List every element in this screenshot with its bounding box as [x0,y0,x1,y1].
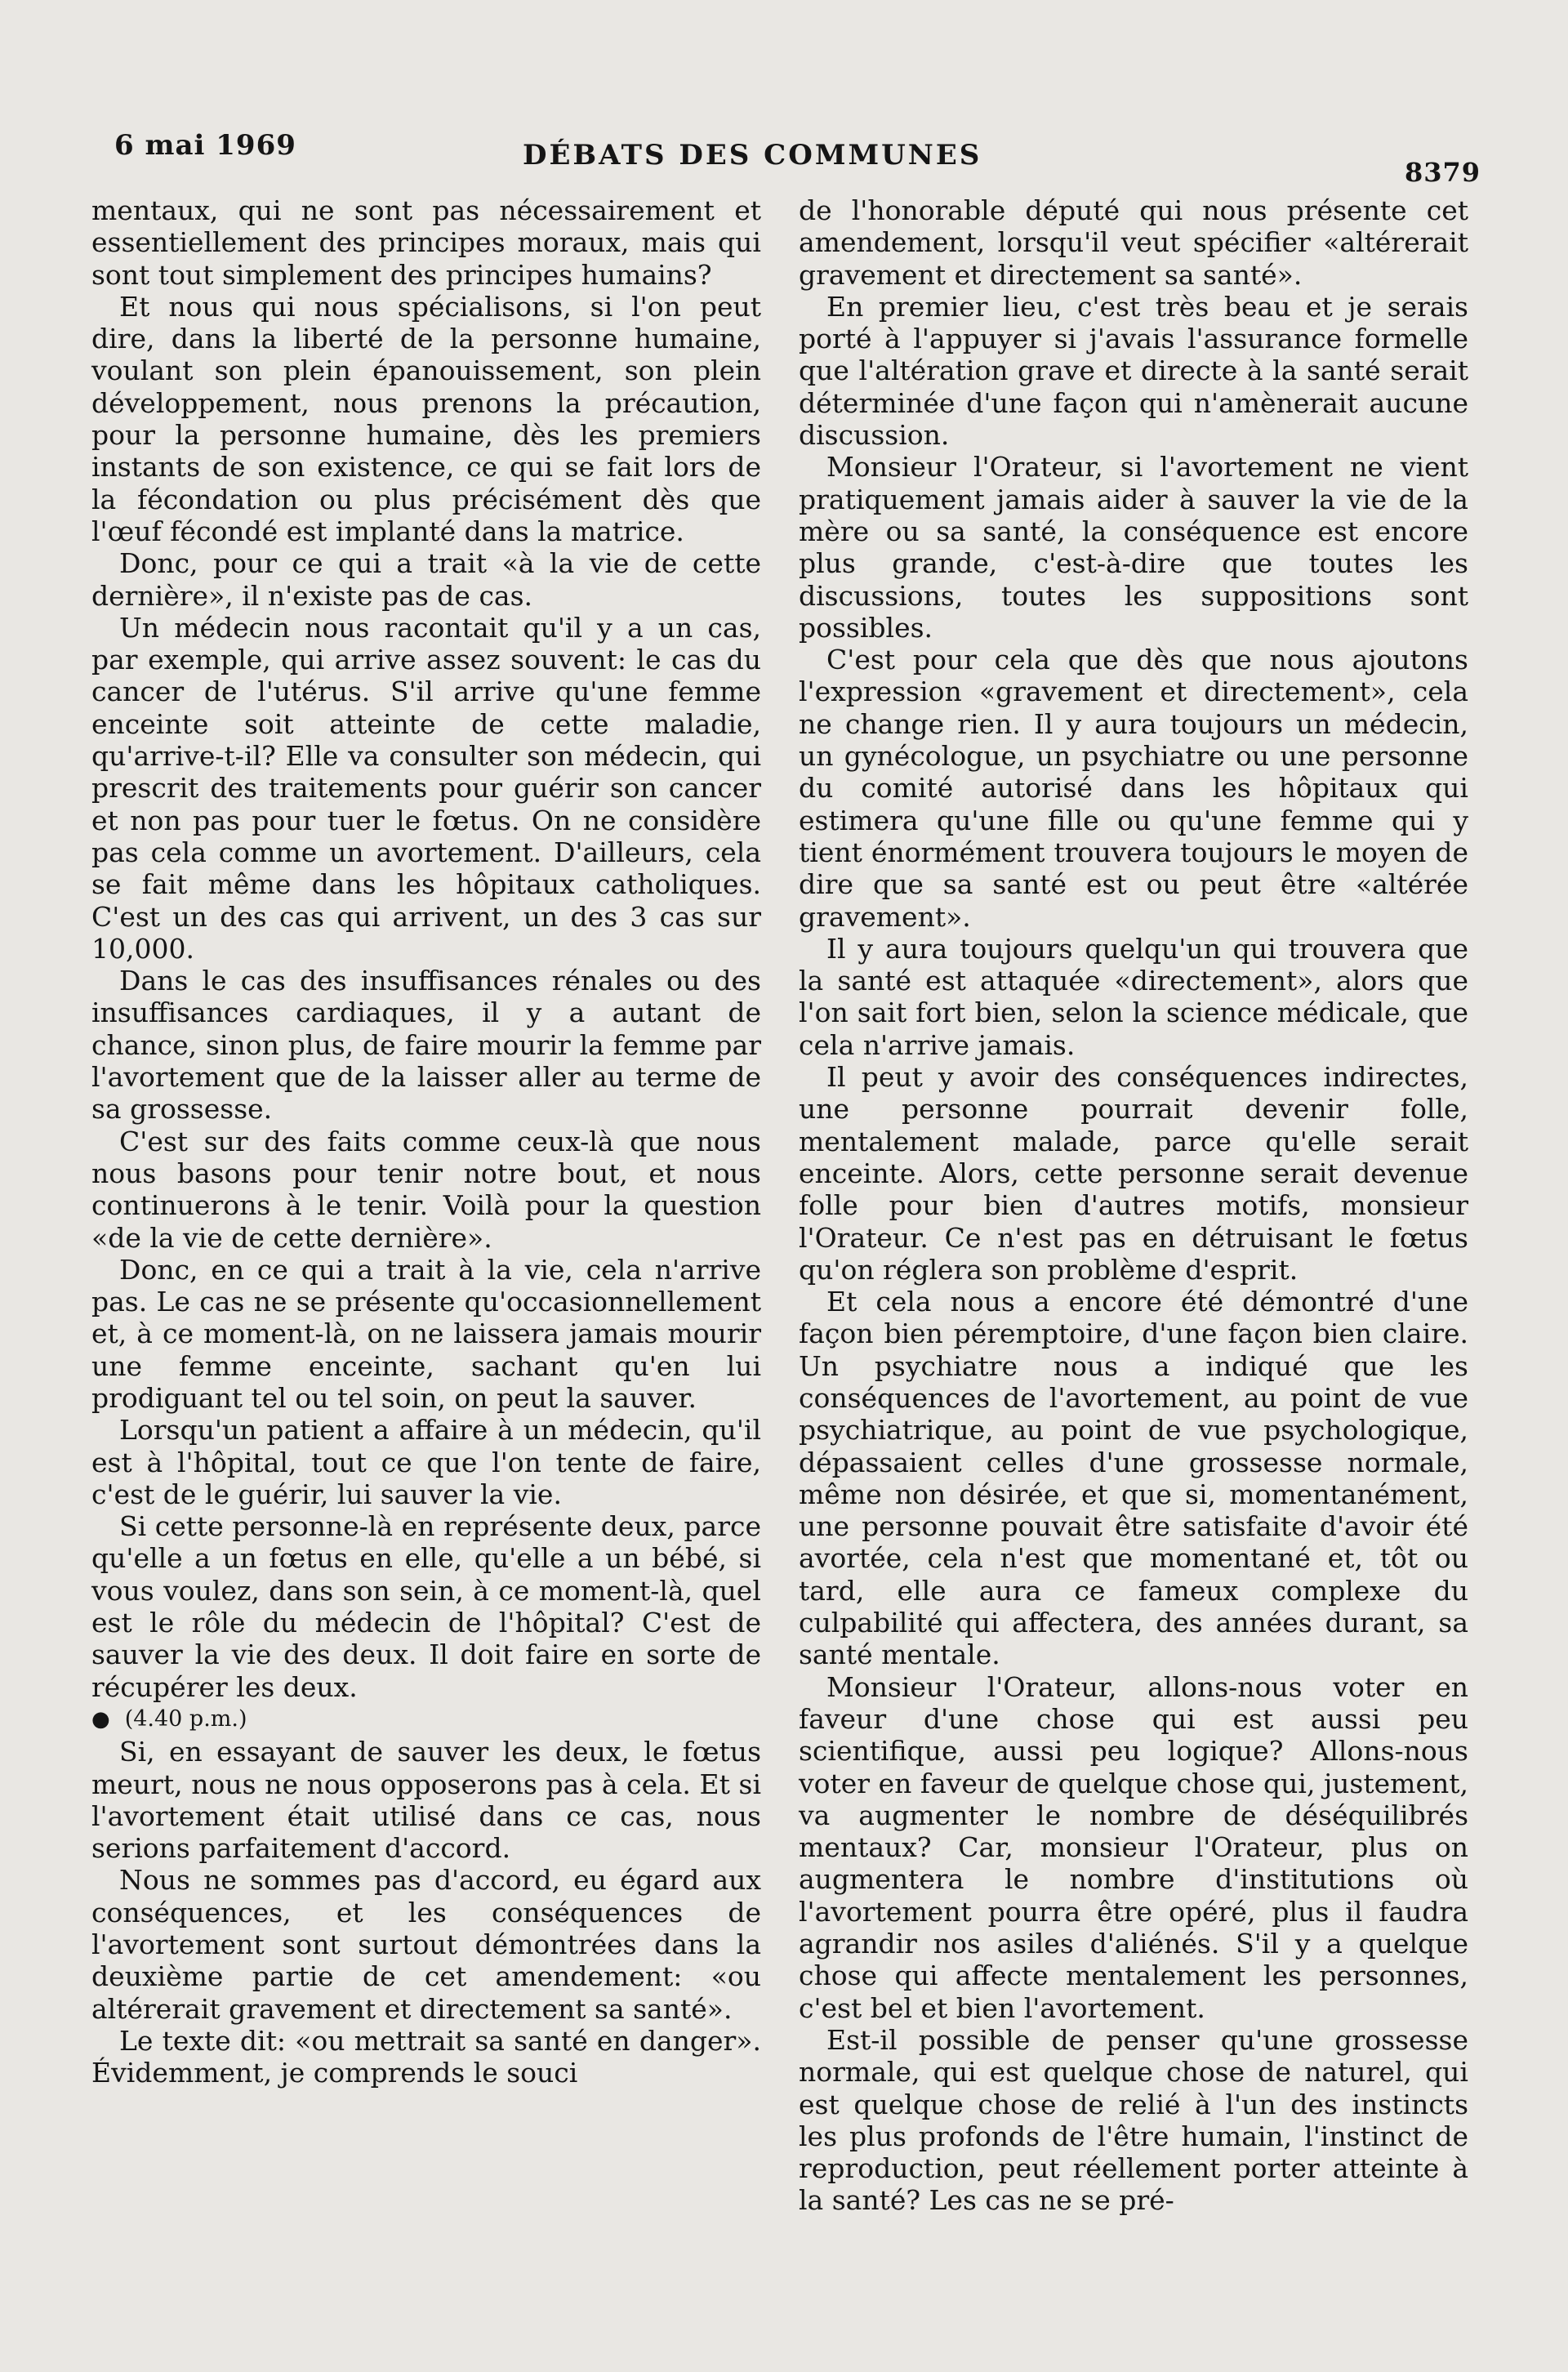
paragraph: En premier lieu, c'est très beau et je serais porté à l'appuyer si j'avais l'assurance formelle que l'altération grave et directe à la santé serait déterminée d'une façon qui n'amènerait aucune discussion. [799,290,1468,452]
paragraph: Si cette personne-là en représente deux, parce qu'elle a un fœtus en elle, qu'elle a un bébé, si vous voulez, dans son sein, à ce moment-là, quel est le rôle du médecin de l'hôpital? C'est de sauver la vie des deux. Il doit faire en sorte de récupérer les deux. [91,1510,761,1703]
paragraph: Et cela nous a encore été démontré d'une façon bien péremptoire, d'une façon bien claire. Un psychiatre nous a indiqué que les conséquences de l'avortement, au point de vue psychiatrique, au point de vue psychologique, dépassaient celles d'une grossesse normale, même non désirée, et que si, momentanément, une personne pouvait être satisfaite d'avoir été avortée, cela n'est que momentané et, tôt ou tard, elle aura ce fameux complexe du culpabilité qui affectera, des années durant, sa santé mentale. [799,1286,1468,1671]
paragraph: Donc, pour ce qui a trait «à la vie de cette dernière», il n'existe pas de cas. [91,547,761,612]
time-marker-text: (4.40 p.m.) [124,1705,247,1732]
paragraph: Il peut y avoir des conséquences indirectes, une personne pourrait devenir folle, mentalement malade, parce qu'elle serait enceinte. Alors, cette personne serait devenue folle pour bien d'autres motifs, monsieur l'Orateur. Ce n'est pas en détruisant le fœtus qu'on réglera son problème d'esprit. [799,1061,1468,1286]
paragraph: Le texte dit: «ou mettrait sa santé en danger». Évidemment, je comprends le souci [91,2024,761,2089]
paragraph: Dans le cas des insuffisances rénales ou des insuffisances cardiaques, il y a autant de chance, sinon plus, de faire mourir la femme par l'avortement que de la laisser aller au terme de sa grossesse. [91,965,761,1126]
paragraph: C'est pour cela que dès que nous ajoutons l'expression «gravement et directement», cela ne change rien. Il y aura toujours un médecin, un gynécologue, un psychiatre ou une personne du comité autorisé dans les hôpitaux qui estimera qu'une fille ou qu'une femme qui y tient énormément trouvera toujours le moyen de dire que sa santé est ou peut être «altérée gravement». [799,644,1468,933]
right-column [799,194,1468,2217]
page-number: 8379 [1405,157,1481,188]
paragraph: Si, en essayant de sauver les deux, le fœtus meurt, nous ne nous opposerons pas à cela. Et si l'avortement était utilisé dans ce cas, nous serions parfaitement d'accord. [91,1736,761,1865]
header-title: DÉBATS DES COMMUNES [523,139,982,172]
paragraph: de l'honorable député qui nous présente cet amendement, lorsqu'il veut spécifier «altérerait gravement et directement sa santé». [799,194,1468,291]
paragraph: Donc, en ce qui a trait à la vie, cela n'arrive pas. Le cas ne se présente qu'occasionnellement et, à ce moment-là, on ne laissera jamais mourir une femme enceinte, sachant qu'en lui prodiguant tel ou tel soin, on peut la sauver. [91,1253,761,1414]
paragraph: Un médecin nous racontait qu'il y a un cas, par exemple, qui arrive assez souvent: le cas du cancer de l'utérus. S'il arrive qu'une femme enceinte soit atteinte de cette maladie, qu'arrive-t-il? Elle va consulter son médecin, qui prescrit des traitements pour guérir son cancer et non pas pour tuer le fœtus. On ne considère pas cela comme un avortement. D'ailleurs, cela se fait même dans les hôpitaux catholiques. C'est un des cas qui arrivent, un des 3 cas sur 10,000. [91,611,761,965]
left-column [91,194,761,2089]
paragraph: Est-il possible de penser qu'une grossesse normale, qui est quelque chose de naturel, qui est quelque chose de relié à l'un des instincts les plus profonds de l'être humain, l'instinct de reproduction, peut réellement porter atteinte à la santé? Les cas ne se pré- [799,2023,1468,2217]
paragraph: Monsieur l'Orateur, si l'avortement ne vient pratiquement jamais aider à sauver la vie de la mère ou sa santé, la conséquence est encore plus grande, c'est-à-dire que toutes les discussions, toutes les suppositions sont possibles. [799,451,1468,644]
bullet-icon: ● [91,1706,110,1732]
paragraph: mentaux, qui ne sont pas nécessairement et essentiellement des principes moraux, mais qui sont tout simplement des principes humains? [91,194,761,291]
paragraph: Lorsqu'un patient a affaire à un médecin, qu'il est à l'hôpital, tout ce que l'on tente de faire, c'est de le guérir, lui sauver la vie. [91,1414,761,1510]
paragraph: Et nous qui nous spécialisons, si l'on peut dire, dans la liberté de la personne humaine, voulant son plein épanouissement, son plein développement, nous prenons la précaution, pour la personne humaine, dès les premiers instants de son existence, ce qui se fait lors de la fécondation ou plus précisément dès que l'œuf fécondé est implanté dans la matrice. [91,290,761,547]
paragraph: C'est sur des faits comme ceux-là que nous nous basons pour tenir notre bout, et nous continuerons à le tenir. Voilà pour la question «de la vie de cette dernière». [91,1125,761,1254]
header-date: 6 mai 1969 [114,129,296,162]
paragraph: Il y aura toujours quelqu'un qui trouvera que la santé est attaquée «directement», alors que l'on sait fort bien, selon la science médicale, que cela n'arrive jamais. [799,932,1468,1061]
paragraph: Monsieur l'Orateur, allons-nous voter en faveur d'une chose qui est aussi peu scientifique, aussi peu logique? Allons-nous voter en faveur de quelque chose qui, justement, va augmenter le nombre de déséquilibrés mentaux? Car, monsieur l'Orateur, plus on augmentera le nombre d'institutions où l'avortement pourra être opéré, plus il faudra agrandir nos asiles d'aliénés. S'il y a quelque chose qui affecte mentalement les personnes, c'est bel et bien l'avortement. [799,1670,1468,2024]
time-marker [91,1703,761,1736]
paragraph: Nous ne sommes pas d'accord, eu égard aux conséquences, et les conséquences de l'avortement sont surtout démontrées dans la deuxième partie de cet amendement: «ou altérerait gravement et directement sa santé». [91,1864,761,2025]
